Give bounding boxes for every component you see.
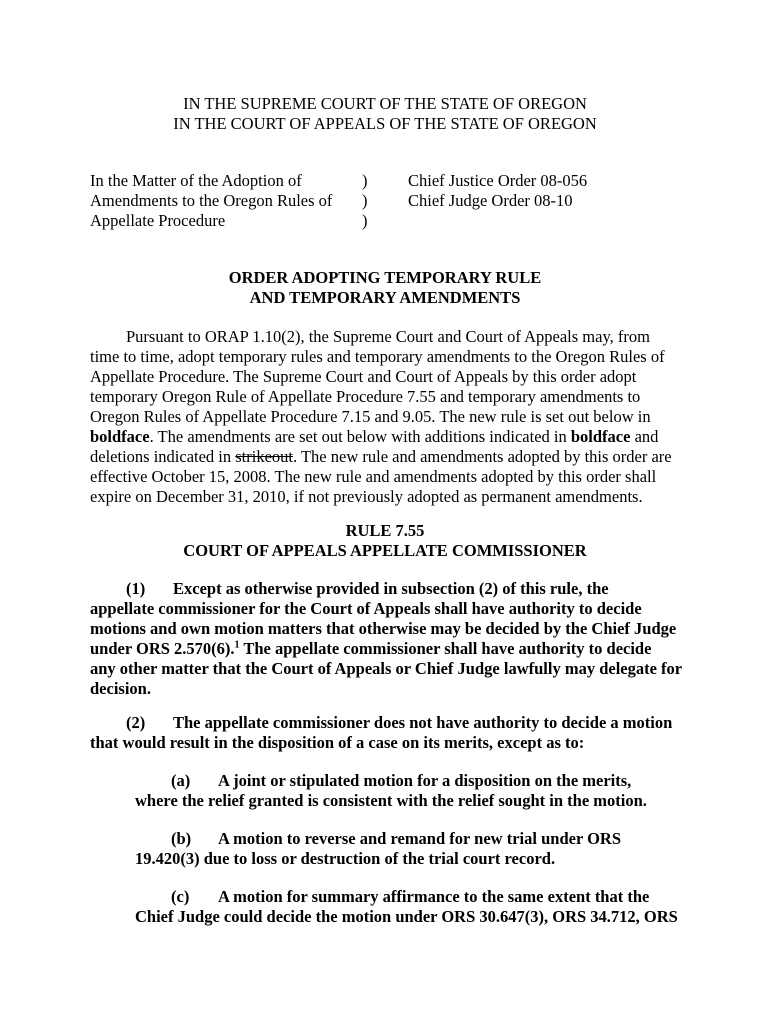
court-header-line-1: IN THE SUPREME COURT OF THE STATE OF OREGON [183,94,587,113]
subsection-text: A joint or stipulated motion for a disposition on the merits, [218,771,632,790]
subsection-b [135,829,682,869]
intro-line [90,427,682,447]
intro-line: Appellate Procedure. The Supreme Court and Court of Appeals by this order adopt [90,367,637,386]
subsection-line [135,771,682,791]
footnote-reference[interactable]: 1 [234,639,240,651]
subsection-a [135,771,682,811]
intro-line: Oregon Rules of Appellate Procedure 7.15 and 9.05. The new rule is set out below in [90,407,651,426]
court-header [0,94,770,134]
intro-text: . The amendments are set out below with additions indicated in [149,427,571,446]
order-title-line-2: AND TEMPORARY AMENDMENTS [249,288,521,307]
intro-text: . The new rule and amendments adopted by this order are [293,447,672,466]
caption-paren: ) [362,171,368,190]
intro-line: time to time, adopt temporary rules and temporary amendments to the Oregon Rules of [90,347,665,366]
intro-line: Pursuant to ORAP 1.10(2), the Supreme Court and Court of Appeals may, from [126,327,650,346]
intro-line: temporary Oregon Rule of Appellate Procedure 7.55 and temporary amendments to [90,387,641,406]
subsection-label: (a) [171,771,191,790]
court-header-line-2: IN THE COURT OF APPEALS OF THE STATE OF OREGON [173,114,597,133]
subsection-line [135,887,682,907]
caption-matter-line: Amendments to the Oregon Rules of [90,191,333,210]
subsection-line [135,829,682,849]
intro-line: expire on December 31, 2010, if not previously adopted as permanent amendments. [90,487,643,506]
subsection-label: (c) [171,887,190,906]
intro-line: effective October 15, 2008. The new rule and amendments adopted by this order shall [90,467,657,486]
intro-paragraph [90,327,682,507]
section-label: (2) [126,713,146,732]
caption-paren: ) [362,211,368,230]
subsection-text: A motion for summary affirmance to the same extent that the [218,887,650,906]
section-line: appellate commissioner for the Court of Appeals shall have authority to decide [90,599,642,618]
caption-matter-line: Appellate Procedure [90,211,226,230]
chief-judge-order-number: Chief Judge Order 08-10 [408,191,573,210]
subsection-line: where the relief granted is consistent with the relief sought in the motion. [135,791,647,810]
section-line [90,713,682,733]
rule-title: COURT OF APPEALS APPELLATE COMMISSIONER [183,541,587,560]
section-line: motions and own motion matters that otherwise may be decided by the Chief Judge [90,619,677,638]
subsection-line: Chief Judge could decide the motion under ORS 30.647(3), ORS 34.712, ORS [135,907,678,926]
section-line [90,579,682,599]
subsection-text: A motion to reverse and remand for new trial under ORS [218,829,622,848]
caption-matter-line: In the Matter of the Adoption of [90,171,302,190]
boldface-sample: boldface [90,427,150,446]
caption-parentheses [362,171,372,231]
caption-paren: ) [362,191,368,210]
section-2 [90,713,682,753]
order-title [0,268,770,308]
intro-text: and [630,427,659,446]
rule-number: RULE 7.55 [345,521,425,540]
subsection-label: (b) [171,829,192,848]
order-title-line-1: ORDER ADOPTING TEMPORARY RULE [228,268,542,287]
section-line [90,639,682,659]
intro-text: deletions indicated in [90,447,236,466]
section-label: (1) [126,579,146,598]
section-text: The appellate commissioner shall have authority to decide [239,639,652,658]
section-text: under ORS 2.570(6). [90,639,235,658]
section-text: The appellate commissioner does not have authority to decide a motion [173,713,673,732]
case-caption [90,171,710,233]
section-line: any other matter that the Court of Appeals or Chief Judge lawfully may delegate for [90,659,683,678]
intro-line [90,447,682,467]
boldface-sample: boldface [570,427,631,446]
chief-justice-order-number: Chief Justice Order 08-056 [408,171,588,190]
section-line: decision. [90,679,151,698]
rule-heading [0,521,770,561]
section-text: Except as otherwise provided in subsection (2) of this rule, the [173,579,609,598]
subsection-c [135,887,682,927]
strikeout-sample: strikeout [235,447,294,466]
caption-matter [90,171,360,231]
subsection-line: 19.420(3) due to loss or destruction of the trial court record. [135,849,556,868]
caption-order-numbers [408,171,708,211]
section-1 [90,579,682,699]
section-line: that would result in the disposition of a case on its merits, except as to: [90,733,585,752]
